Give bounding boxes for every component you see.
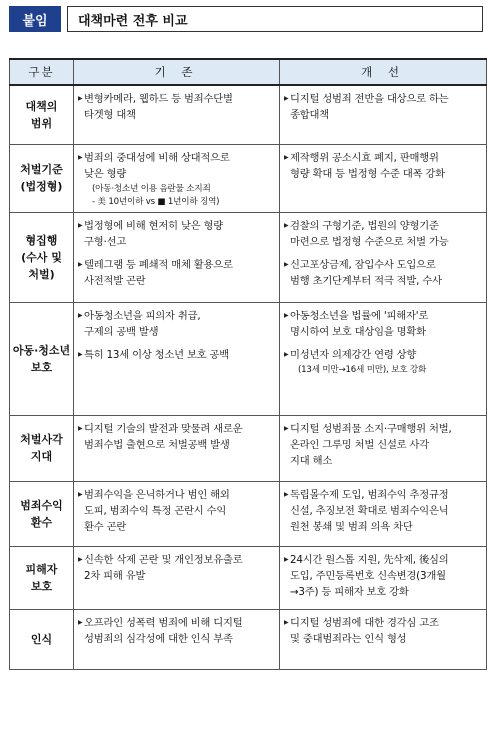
bullet-item (284, 257, 482, 289)
bullet-item (284, 615, 482, 647)
bullet-item (284, 347, 482, 377)
bullet-arrow-icon: ▶ (284, 311, 289, 319)
row-category: 아동·청소년 보호 (10, 302, 74, 415)
bullet-item (78, 150, 275, 209)
bullet-note: (아동·청소년 이용 음란물 소지죄 - 美 10년이하 vs ■ 1년이하 징역) (92, 183, 220, 207)
bullet-text: 신고포상금제, 잠입수사 도입으로 범행 초기단계부터 적극 적발, 수사 (290, 258, 442, 287)
bullet-text: 아동청소년을 피의자 취급, 구제의 공백 발생 (84, 309, 201, 338)
bullet-text: 디지털 성범죄에 대한 경각심 고조 및 중대범죄라는 인식 형성 (290, 616, 439, 645)
document-title: 대책마련 전후 비교 (67, 6, 483, 32)
bullet-arrow-icon: ▶ (78, 555, 83, 563)
row-category: 처벌기준 (법정형) (10, 144, 74, 212)
comparison-table (9, 58, 487, 670)
row-category: 처벌사각 지대 (10, 415, 74, 481)
bullet-arrow-icon: ▶ (284, 153, 289, 161)
bullet-text: 신속한 삭제 곤란 및 개인정보유출로 2차 피해 유발 (84, 553, 243, 582)
after-cell (280, 609, 487, 669)
bullet-item (284, 218, 482, 250)
bullet-text: 범죄의 중대성에 비해 상대적으로 낮은 형량 (84, 151, 230, 180)
document-header (9, 6, 483, 32)
bullet-arrow-icon: ▶ (78, 221, 83, 229)
bullet-text: 법정형에 비해 현저히 낮은 형량 구형·선고 (84, 219, 223, 248)
bullet-arrow-icon: ▶ (78, 311, 83, 319)
row-category: 피해자 보호 (10, 546, 74, 609)
bullet-arrow-icon: ▶ (78, 618, 83, 626)
table-row (10, 415, 487, 481)
before-cell (74, 144, 280, 212)
bullet-arrow-icon: ▶ (284, 221, 289, 229)
table-row (10, 609, 487, 669)
bullet-item (78, 347, 275, 363)
bullet-note: (13세 미만→16세 미만), 보호 강화 (298, 364, 427, 375)
bullet-item (284, 487, 482, 535)
before-cell (74, 212, 280, 302)
column-header-after: 개 선 (280, 59, 487, 85)
bullet-arrow-icon: ▶ (284, 490, 289, 498)
bullet-arrow-icon: ▶ (78, 424, 83, 432)
column-header-before: 기 존 (74, 59, 280, 85)
bullet-text: 범죄수익을 은닉하거나 범인 해외 도피, 범죄수익 특정 곤란시 수익 환수 곤란 (84, 488, 230, 533)
before-cell (74, 481, 280, 546)
bullet-item (78, 615, 275, 647)
bullet-item (78, 218, 275, 250)
bullet-text: 텔레그램 등 폐쇄적 매체 활용으로 사전적발 곤란 (84, 258, 233, 287)
row-category: 형집행 (수사 및 처벌) (10, 212, 74, 302)
bullet-item (78, 257, 275, 289)
after-cell (280, 415, 487, 481)
bullet-text: 디지털 성범죄 전반을 대상으로 하는 종합대책 (290, 93, 449, 121)
table-row (10, 481, 487, 546)
before-cell (74, 609, 280, 669)
bullet-arrow-icon: ▶ (284, 555, 289, 563)
row-category: 대책의 범위 (10, 85, 74, 144)
row-category: 범죄수익 환수 (10, 481, 74, 546)
bullet-text: 검찰의 구형기준, 법원의 양형기준 마련으로 법정형 수준으로 처벌 가능 (290, 219, 449, 248)
bullet-item (284, 552, 482, 600)
after-cell (280, 302, 487, 415)
table-row (10, 85, 487, 144)
bullet-item (78, 487, 275, 535)
bullet-item (78, 91, 275, 123)
bullet-text: 오프라인 성폭력 범죄에 비해 디지털 성범죄의 심각성에 대한 인식 부족 (84, 616, 243, 645)
column-header-category: 구분 (10, 59, 74, 85)
bullet-arrow-icon: ▶ (78, 490, 83, 498)
attachment-badge: 붙임 (9, 6, 61, 32)
table-row (10, 144, 487, 212)
bullet-arrow-icon: ▶ (284, 260, 289, 268)
bullet-arrow-icon: ▶ (284, 424, 289, 432)
bullet-text: 미성년자 의제강간 연령 상향 (290, 348, 417, 361)
bullet-text: 디지털 기술의 발전과 맞물려 새로운 범죄수법 출현으로 처벌공백 발생 (84, 422, 243, 451)
after-cell (280, 481, 487, 546)
bullet-text: 디지털 성범죄물 소지·구매행위 처벌, 온라인 그루밍 처벌 신설로 사각 지대 해소 (290, 422, 452, 467)
table-row (10, 546, 487, 609)
bullet-item (284, 91, 482, 123)
after-cell (280, 212, 487, 302)
bullet-arrow-icon: ▶ (284, 95, 289, 102)
bullet-arrow-icon: ▶ (284, 350, 289, 358)
after-cell (280, 144, 487, 212)
before-cell (74, 415, 280, 481)
bullet-item (78, 552, 275, 584)
bullet-text: 제작행위 공소시효 폐지, 판매행위 형량 확대 등 법정형 수준 대폭 강화 (290, 151, 445, 180)
bullet-text: 특히 13세 이상 청소년 보호 공백 (84, 348, 230, 361)
bullet-text: 변형카메라, 웹하드 등 범죄수단별 타겟형 대책 (84, 93, 233, 121)
after-cell (280, 85, 487, 144)
bullet-text: 24시간 원스톱 지원, 先삭제, 後심의 도입, 주민등록번호 신속변경(3개월 →3주) 등 피해자 보호 강화 (290, 553, 449, 598)
table-header-row (10, 59, 487, 85)
bullet-text: 아동청소년을 법률에 '피해자'로 명시하여 보호 대상임을 명확화 (290, 309, 429, 338)
bullet-arrow-icon: ▶ (78, 350, 83, 358)
after-cell (280, 546, 487, 609)
before-cell (74, 85, 280, 144)
bullet-item (78, 308, 275, 340)
bullet-arrow-icon: ▶ (284, 618, 289, 626)
row-category: 인식 (10, 609, 74, 669)
before-cell (74, 302, 280, 415)
bullet-item (284, 421, 482, 469)
bullet-text: 독립몰수제 도입, 범죄수익 추정규정 신설, 추징보전 확대로 범죄수익은닉 원천 봉쇄 및 범죄 의욕 차단 (290, 488, 449, 533)
bullet-arrow-icon: ▶ (78, 260, 83, 268)
bullet-item (284, 308, 482, 340)
bullet-arrow-icon: ▶ (78, 153, 83, 161)
table-row (10, 302, 487, 415)
bullet-item (78, 421, 275, 453)
bullet-arrow-icon: ▶ (78, 95, 83, 102)
table-row (10, 212, 487, 302)
before-cell (74, 546, 280, 609)
bullet-item (284, 150, 482, 182)
